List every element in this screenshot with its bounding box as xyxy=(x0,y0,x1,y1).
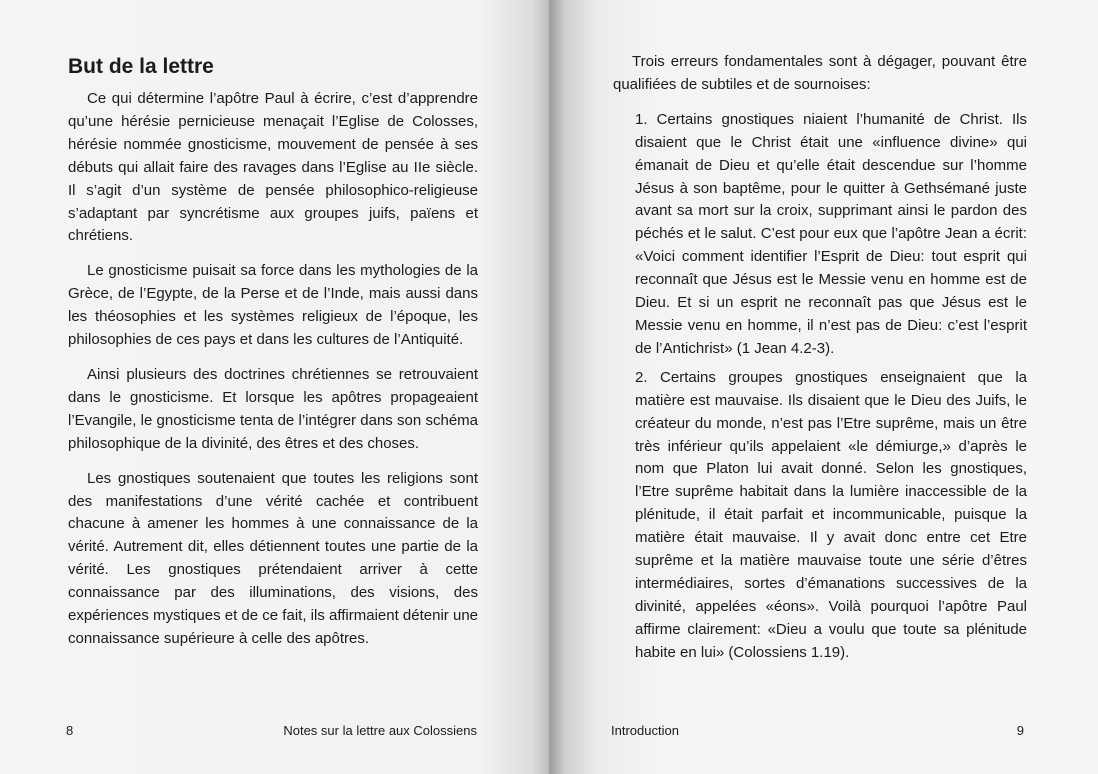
page-number-right: 9 xyxy=(1016,723,1024,738)
paragraph: Ce qui détermine l’apôtre Paul à écrire, c’est d’apprendre qu’une hérésie pernicieuse menaçait l’Eglise de Colosses, hérésie nommée gnosticisme, mouvement de pensée à ses débuts qui allait faire des ravages dans l’Eglise au IIe siècle. Il s’agit d’un système de pensée philosophico-religieuse s’adaptant par syncrétisme aux groupes juifs, païens et chrétiens. xyxy=(68,90,478,245)
running-title-right: Introduction xyxy=(611,723,679,738)
paragraph: Le gnosticisme puisait sa force dans les mythologies de la Grèce, de l’Egypte, de la Perse et de l’Inde, mais aussi dans les théosophies et les systèmes religieux de l’époque, les philosophies de ces pays et dans les cultures de l’Antiquité. xyxy=(68,262,478,349)
running-title-left: Notes sur la lettre aux Colossiens xyxy=(283,723,477,738)
section-heading: But de la lettre xyxy=(68,55,214,78)
left-text-column xyxy=(68,52,478,663)
paragraph: Les gnostiques soutenaient que toutes les religions sont des manifestations d’une vérité cachée et contribuent chacune à amener les hommes à une connaissance de la vérité. Autrement dit, elles détiennent toutes une partie de la vérité. Les gnostiques prétendaient arriver à cette connaissance par des illuminations, des visions, des expériences mystiques et de ce fait, ils affirmaient détenir une connaissance supérieure à celle des apôtres. xyxy=(68,469,478,647)
right-text-column xyxy=(613,51,1027,671)
paragraph: Ainsi plusieurs des doctrines chrétiennes se retrouvaient dans le gnosticisme. Et lorsque les apôtres propageaient l’Evangile, le gnosticisme tenta de l’intégrer dans son schéma philosophique de la divinité, des êtres et des choses. xyxy=(68,365,478,452)
list-item: 1. Certains gnostiques niaient l’humanité de Christ. Ils disaient que le Christ était une «influence divine» qui émanait de Dieu et qu’elle était descendue sur l’homme Jésus à son baptême, pour le quitter à Gethsémané juste avant sa mort sur la croix, supprimant ainsi le pardon des péchés et le salut. C’est pour eux que l’apôtre Jean a écrit: «Voici comment identifier l’Esprit de Dieu: tout esprit qui reconnaît que Jésus est le Messie venu en homme est de Dieu. Et si un esprit ne reconnaît pas que Jésus est le Messie venu en homme, il n’est pas de Dieu: c’est l’esprit de l’Antichrist» (1 Jean 4.2-3). xyxy=(635,110,1027,357)
page-number-left: 8 xyxy=(66,723,74,738)
right-page xyxy=(549,0,1098,774)
intro-paragraph: Trois erreurs fondamentales sont à dégager, pouvant être qualifiées de subtiles et de sournoises: xyxy=(613,53,1027,93)
list-item: 2. Certains groupes gnostiques enseignaient que la matière est mauvaise. Ils disaient que le Dieu des Juifs, le créateur du monde, n’est pas l’Etre suprême, mais un être très inférieur qu’ils appelaient «le démiurge,» d’après le nom que Platon lui avait donné. Selon les gnostiques, l’Etre suprême habitait dans la lumière inaccessible de la plénitude, il était parfait et incommunicable, puisque la matière était mauvaise. Il y avait donc entre cet Etre suprême et la matière mauvaise toute une série d’êtres intermédiaires, sortes d’émanations successives de la divinité, appelées «éons». Voilà pourquoi l’apôtre Paul affirme clairement: «Dieu a voulu que toute sa plénitude habite en lui» (Colossiens 1.19). xyxy=(635,368,1027,661)
